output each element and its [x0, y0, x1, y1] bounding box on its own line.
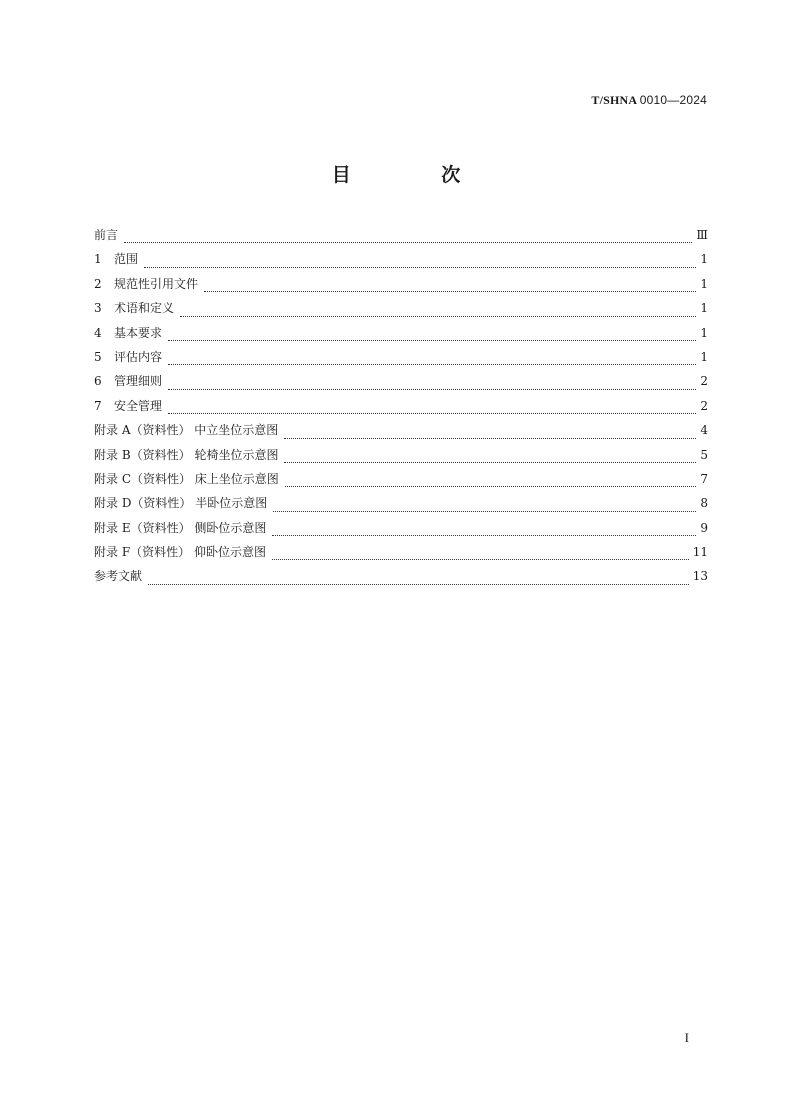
toc-leader: [168, 413, 696, 414]
toc-entry[interactable]: [94, 275, 708, 299]
toc-entry-number: 3: [94, 301, 102, 316]
toc-entry-page: 2: [700, 374, 708, 389]
toc-entry[interactable]: [94, 421, 708, 445]
toc-entry[interactable]: [94, 519, 708, 543]
toc-entry-label: 附录 C（资料性） 床上坐位示意图: [94, 471, 279, 486]
toc-leader: [284, 438, 696, 439]
toc-entry[interactable]: [94, 299, 708, 323]
toc-entry-page: 2: [700, 398, 708, 413]
toc-entry-label: 安全管理: [114, 398, 163, 413]
toc-entry-number: 5: [94, 349, 102, 364]
toc-entry-number: 6: [94, 374, 102, 389]
toc-entry[interactable]: [94, 470, 708, 494]
toc-entry-page: 1: [700, 325, 708, 340]
toc-leader: [144, 267, 696, 268]
toc-entry-page: 1: [700, 349, 708, 364]
toc-entry[interactable]: [94, 372, 708, 396]
document-code: [591, 93, 707, 108]
toc-entry[interactable]: [94, 543, 708, 567]
toc-entry-label: 附录 E（资料性） 侧卧位示意图: [94, 520, 267, 535]
toc-entry-page: 13: [692, 569, 708, 584]
toc-entry-page: 1: [700, 301, 708, 316]
toc-leader: [124, 242, 692, 243]
toc-entry[interactable]: [94, 567, 708, 591]
toc-entry-label: 规范性引用文件: [114, 276, 199, 291]
toc-entry-number: 2: [94, 276, 102, 291]
toc-entry-label: 附录 D（资料性） 半卧位示意图: [94, 496, 268, 511]
toc-entry[interactable]: [94, 348, 708, 372]
toc-leader: [168, 340, 696, 341]
table-of-contents: [94, 226, 708, 592]
toc-leader: [168, 389, 696, 390]
toc-leader: [273, 511, 696, 512]
toc-entry[interactable]: [94, 250, 708, 274]
document-code-prefix: T/SHNA: [591, 93, 637, 107]
toc-entry[interactable]: [94, 226, 708, 250]
toc-entry-label: 附录 A（资料性） 中立坐位示意图: [94, 423, 279, 438]
toc-entry[interactable]: [94, 494, 708, 518]
toc-entry-number: 7: [94, 398, 102, 413]
toc-entry-label: 评估内容: [114, 349, 163, 364]
document-code-number: 0010—2024: [639, 93, 707, 107]
toc-leader: [272, 535, 696, 536]
toc-leader: [204, 291, 696, 292]
toc-leader: [285, 486, 696, 487]
toc-leader: [148, 584, 689, 585]
page-number: I: [684, 1030, 689, 1045]
toc-entry-label: 范围: [114, 252, 139, 267]
toc-leader: [168, 364, 696, 365]
toc-entry-number: 4: [94, 325, 102, 340]
toc-entry[interactable]: [94, 397, 708, 421]
toc-entry-page: 8: [700, 496, 708, 511]
toc-entry-page: 9: [700, 520, 708, 535]
toc-entry[interactable]: [94, 446, 708, 470]
toc-entry-label: 基本要求: [114, 325, 163, 340]
toc-entry-page: 5: [700, 447, 708, 462]
toc-entry-page: 11: [692, 545, 708, 560]
toc-entry-label: 参考文献: [94, 569, 143, 584]
toc-entry-page: 1: [700, 276, 708, 291]
toc-entry[interactable]: [94, 324, 708, 348]
toc-entry-label: 术语和定义: [114, 301, 175, 316]
toc-entry-label: 附录 B（资料性） 轮椅坐位示意图: [94, 447, 279, 462]
toc-leader: [272, 559, 689, 560]
toc-entry-page: 4: [700, 423, 708, 438]
page-title: 目 次: [331, 164, 503, 186]
toc-entry-page: 1: [700, 252, 708, 267]
toc-entry-page: 7: [700, 471, 708, 486]
toc-leader: [284, 462, 696, 463]
toc-entry-page: Ⅲ: [696, 228, 708, 242]
toc-entry-label: 管理细则: [114, 374, 163, 389]
toc-entry-label: 前言: [94, 228, 119, 242]
toc-entry-label: 附录 F（资料性） 仰卧位示意图: [94, 545, 266, 560]
toc-leader: [180, 316, 696, 317]
toc-entry-number: 1: [94, 252, 102, 267]
